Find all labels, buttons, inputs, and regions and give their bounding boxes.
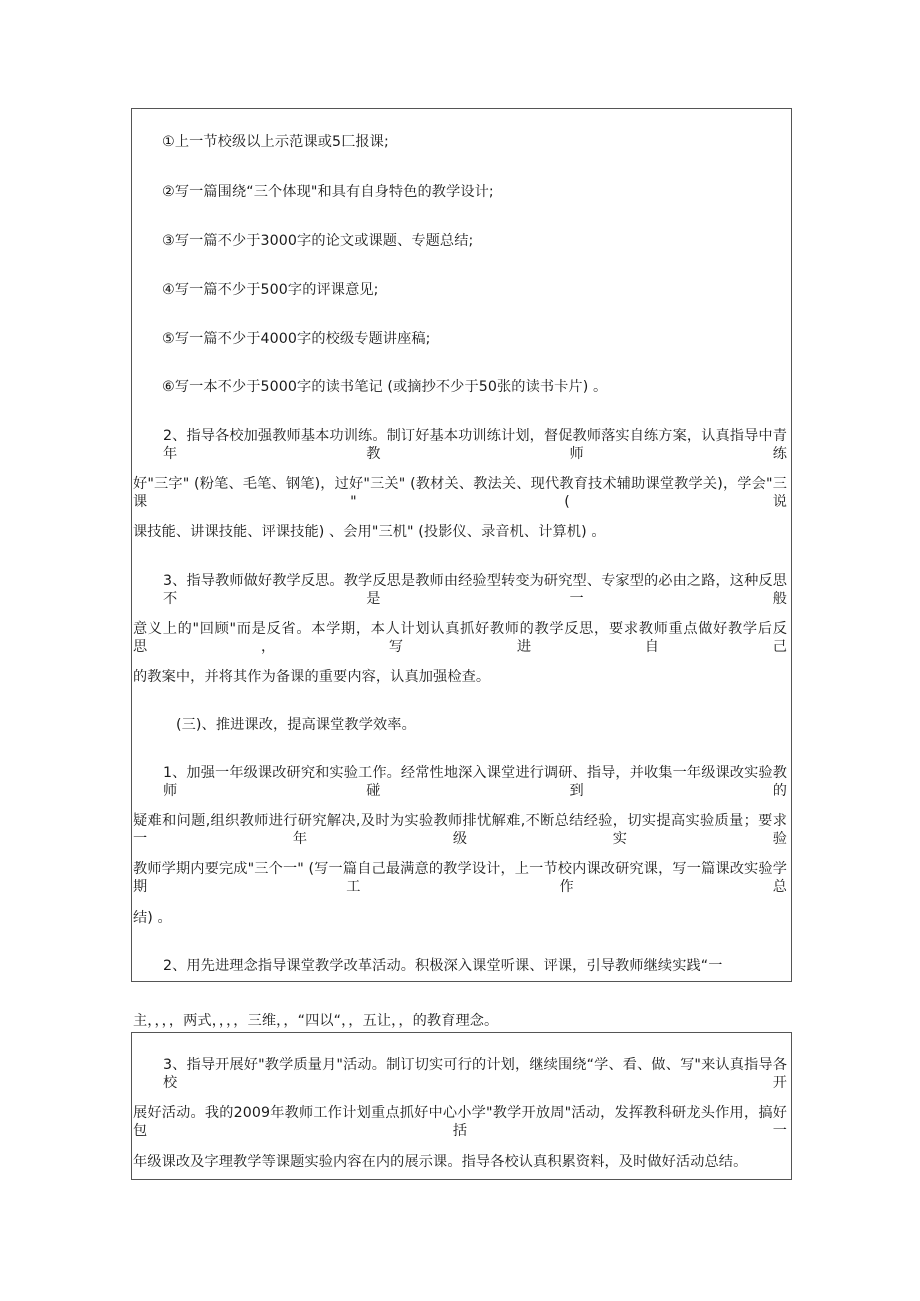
paragraph-line: 年级课改及字理教学等课题实验内容在内的展示课。指导各校认真积累资料，及时做好活动总结。 bbox=[133, 1154, 748, 1170]
paragraph-line: 疑难和问题,组织教师进行研究解决,及时为实验教师排忧解难,不断总结经验，切实提高实验质量；要求一年级实验 bbox=[133, 813, 787, 847]
list-item: ⑥写一本不少于5000字的读书笔记 (或摘抄不少于50张的读书卡片) 。 bbox=[162, 379, 608, 395]
list-item: ②写一篇围绕“三个体现"和具有自身特色的教学设计; bbox=[162, 184, 494, 200]
paragraph-line: 2、用先进理念指导课堂教学改革活动。积极深入课堂听课、评课，引导教师继续实践“一 bbox=[163, 958, 723, 974]
paragraph-line: 主，，，，两式，，，，三维，，“四以“，，五让，，的教育理念。 bbox=[133, 1013, 499, 1029]
paragraph-line: 2、指导各校加强教师基本功训练。制订好基本功训练计划，督促教师落实自练方案，认真指导中青年教师练 bbox=[163, 428, 787, 462]
paragraph-line: 好"三字" (粉笔、毛笔、钢笔)，过好"三关" (教材关、教法关、现代教育技术辅助课堂教学关)，学会"三课" (说 bbox=[133, 476, 787, 510]
list-item: ⑤写一篇不少于4000字的校级专题讲座稿; bbox=[162, 331, 431, 347]
paragraph-line: 结) 。 bbox=[133, 910, 172, 926]
list-item: ①上一节校级以上示范课或5匚报课; bbox=[162, 134, 389, 150]
paragraph-line: 展好活动。我的2009年教师工作计划重点抓好中心小学"教学开放周"活动，发挥教科研龙头作用，搞好包括一 bbox=[133, 1105, 787, 1139]
paragraph-line: 意义上的"回顾"而是反省。本学期，本人计划认真抓好教师的教学反思，要求教师重点做好教学后反思，写进自己 bbox=[133, 621, 787, 655]
paragraph-line: 3、指导教师做好教学反思。教学反思是教师由经验型转变为研究型、专家型的必由之路，这种反思不是一般 bbox=[163, 573, 787, 607]
paragraph-line: 课技能、讲课技能、评课技能) 、会用"三机" (投影仪、录音机、计算机) 。 bbox=[133, 524, 606, 540]
paragraph-line: 1、加强一年级课改研究和实验工作。经常性地深入课堂进行调研、指导，并收集一年级课改实验教师碰到的 bbox=[163, 765, 787, 799]
section-heading: (三)、推进课改，提高课堂教学效率。 bbox=[176, 717, 416, 733]
list-item: ④写一篇不少于500字的评课意见; bbox=[162, 282, 379, 298]
paragraph-line: 的教案中，并将其作为备课的重要内容，认真加强检查。 bbox=[133, 669, 491, 685]
paragraph-line: 3、指导开展好"教学质量月"活动。制订切实可行的计划，继续围绕“学、看、做、写"来认真指导各校开 bbox=[163, 1057, 787, 1091]
paragraph-line: 教师学期内要完成"三个一" (写一篇自己最满意的教学设计，上一节校内课改研究课，写一篇课改实验学期工作总 bbox=[133, 861, 787, 895]
list-item: ③写一篇不少于3000字的论文或课题、专题总结; bbox=[162, 233, 474, 249]
